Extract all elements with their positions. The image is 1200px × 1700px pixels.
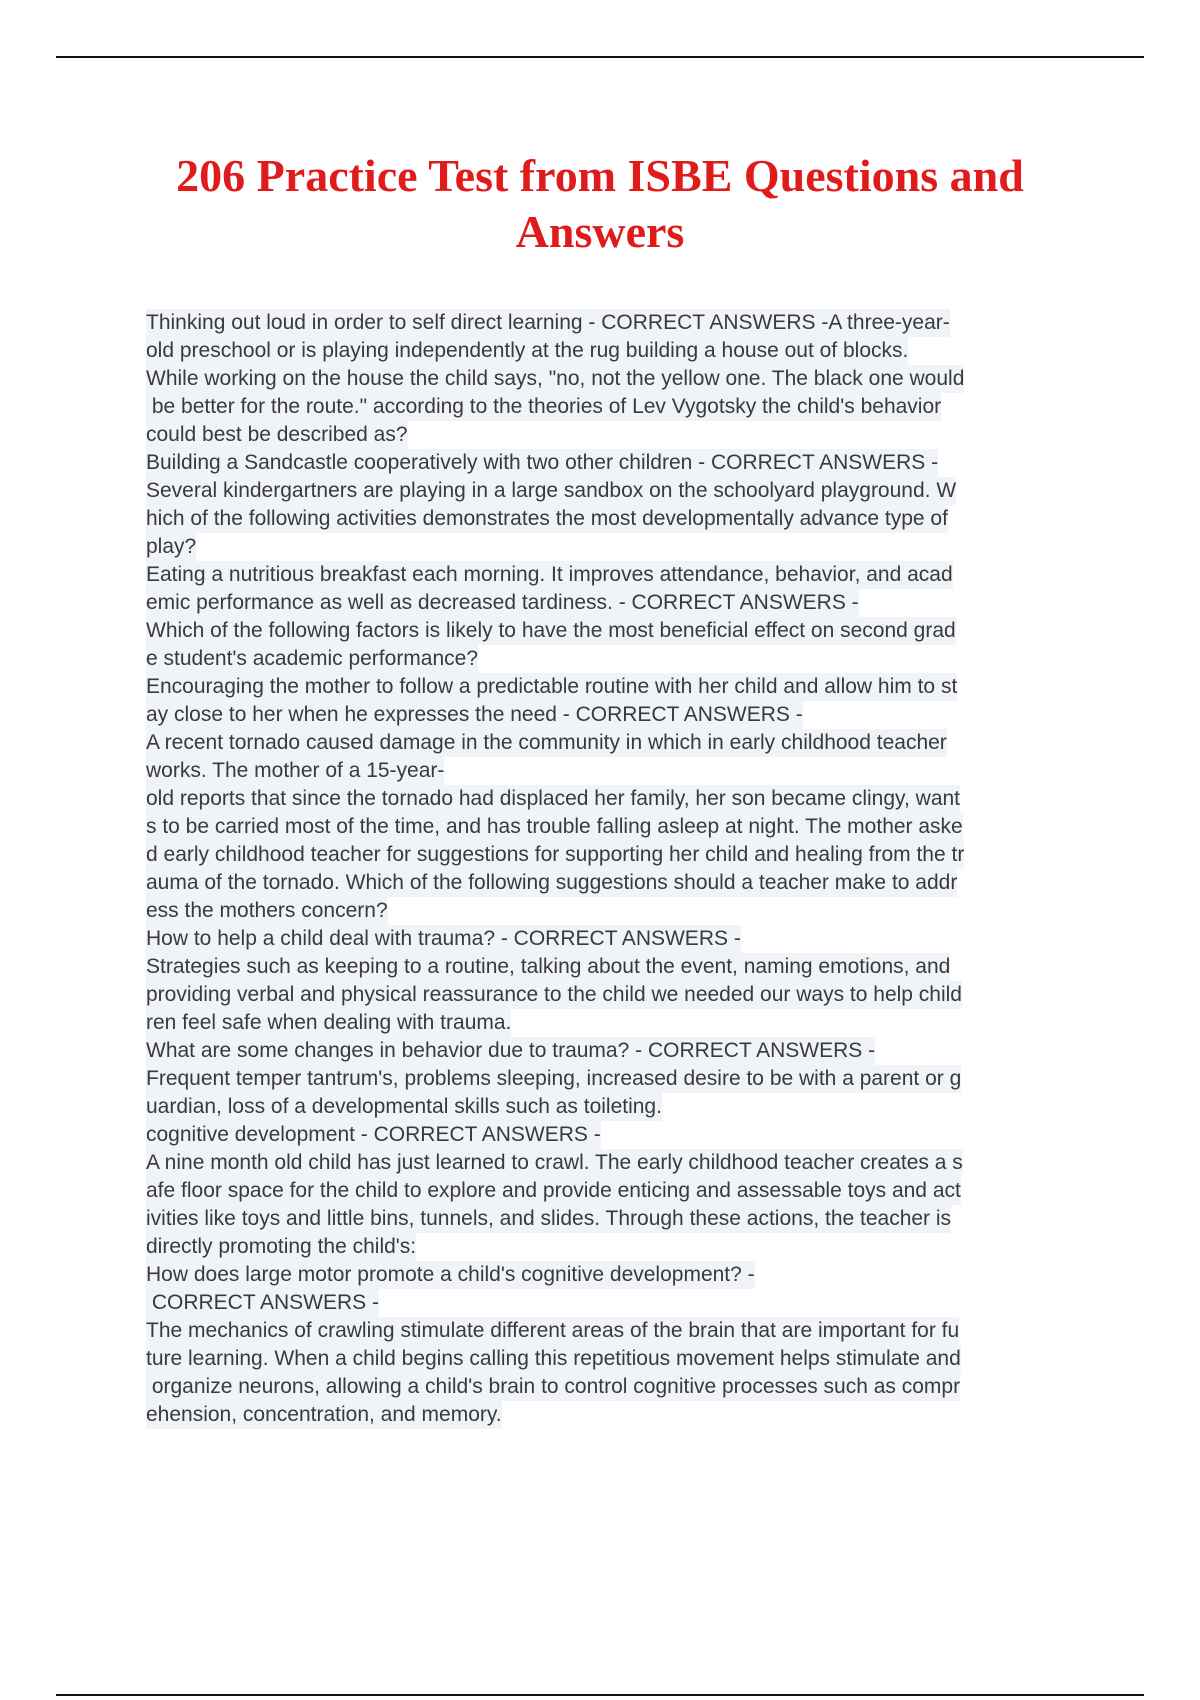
text-line: ess the mothers concern? (146, 897, 388, 925)
text-line: A recent tornado caused damage in the community in which in early childhood teacher (146, 729, 947, 757)
text-line: CORRECT ANSWERS - (146, 1289, 379, 1317)
text-line: emic performance as well as decreased tardiness. - CORRECT ANSWERS - (146, 589, 859, 617)
text-line: could best be described as? (146, 421, 408, 449)
document-body (146, 309, 1096, 1429)
text-line: directly promoting the child's: (146, 1233, 416, 1261)
text-line: be better for the route." according to the theories of Lev Vygotsky the child's behavior (146, 393, 941, 421)
text-line: d early childhood teacher for suggestions for supporting her child and healing from the tr (146, 841, 964, 869)
page-title-line-2: Answers (515, 206, 685, 257)
text-line: Strategies such as keeping to a routine, talking about the event, naming emotions, and (146, 953, 950, 981)
text-line: ehension, concentration, and memory. (146, 1401, 502, 1429)
text-line: ren feel safe when dealing with trauma. (146, 1009, 511, 1037)
text-line: Thinking out loud in order to self direct learning - CORRECT ANSWERS -A three-year- (146, 309, 950, 337)
text-line: cognitive development - CORRECT ANSWERS - (146, 1121, 601, 1149)
text-line: Encouraging the mother to follow a predictable routine with her child and allow him to st (146, 673, 957, 701)
text-line: A nine month old child has just learned to crawl. The early childhood teacher creates a s (146, 1149, 963, 1177)
text-line: auma of the tornado. Which of the following suggestions should a teacher make to addr (146, 869, 957, 897)
page-title-line-1: 206 Practice Test from ISBE Questions and (176, 150, 1024, 201)
text-line: Frequent temper tantrum's, problems sleeping, increased desire to be with a parent or g (146, 1065, 961, 1093)
text-line: e student's academic performance? (146, 645, 478, 673)
text-line: providing verbal and physical reassurance to the child we needed our ways to help child (146, 981, 962, 1009)
text-line: The mechanics of crawling stimulate different areas of the brain that are important for fu (146, 1317, 959, 1345)
text-line: ivities like toys and little bins, tunnels, and slides. Through these actions, the teacher is (146, 1205, 951, 1233)
bottom-rule (56, 1694, 1144, 1696)
text-line: How does large motor promote a child's cognitive development? - (146, 1261, 755, 1289)
text-line: play? (146, 533, 196, 561)
text-line: How to help a child deal with trauma? - CORRECT ANSWERS - (146, 925, 741, 953)
text-line: s to be carried most of the time, and has trouble falling asleep at night. The mother aske (146, 813, 963, 841)
text-line: Which of the following factors is likely to have the most beneficial effect on second grad (146, 617, 956, 645)
page-title (140, 148, 1060, 260)
text-line: ay close to her when he expresses the need - CORRECT ANSWERS - (146, 701, 803, 729)
text-line: organize neurons, allowing a child's brain to control cognitive processes such as compr (146, 1373, 960, 1401)
text-line: hich of the following activities demonstrates the most developmentally advance type of (146, 505, 948, 533)
text-line: ture learning. When a child begins calling this repetitious movement helps stimulate and (146, 1345, 961, 1373)
text-line: Building a Sandcastle cooperatively with two other children - CORRECT ANSWERS - (146, 449, 938, 477)
text-line: Several kindergartners are playing in a large sandbox on the schoolyard playground. W (146, 477, 956, 505)
text-line: works. The mother of a 15-year- (146, 757, 444, 785)
text-line: old preschool or is playing independently at the rug building a house out of blocks. (146, 337, 908, 365)
text-line: old reports that since the tornado had displaced her family, her son became clingy, want (146, 785, 960, 813)
text-line: While working on the house the child says, "no, not the yellow one. The black one would (146, 365, 964, 393)
top-rule (56, 56, 1144, 58)
text-line: What are some changes in behavior due to trauma? - CORRECT ANSWERS - (146, 1037, 875, 1065)
text-line: afe floor space for the child to explore and provide enticing and assessable toys and act (146, 1177, 961, 1205)
text-line: uardian, loss of a developmental skills such as toileting. (146, 1093, 662, 1121)
text-line: Eating a nutritious breakfast each morning. It improves attendance, behavior, and acad (146, 561, 953, 589)
